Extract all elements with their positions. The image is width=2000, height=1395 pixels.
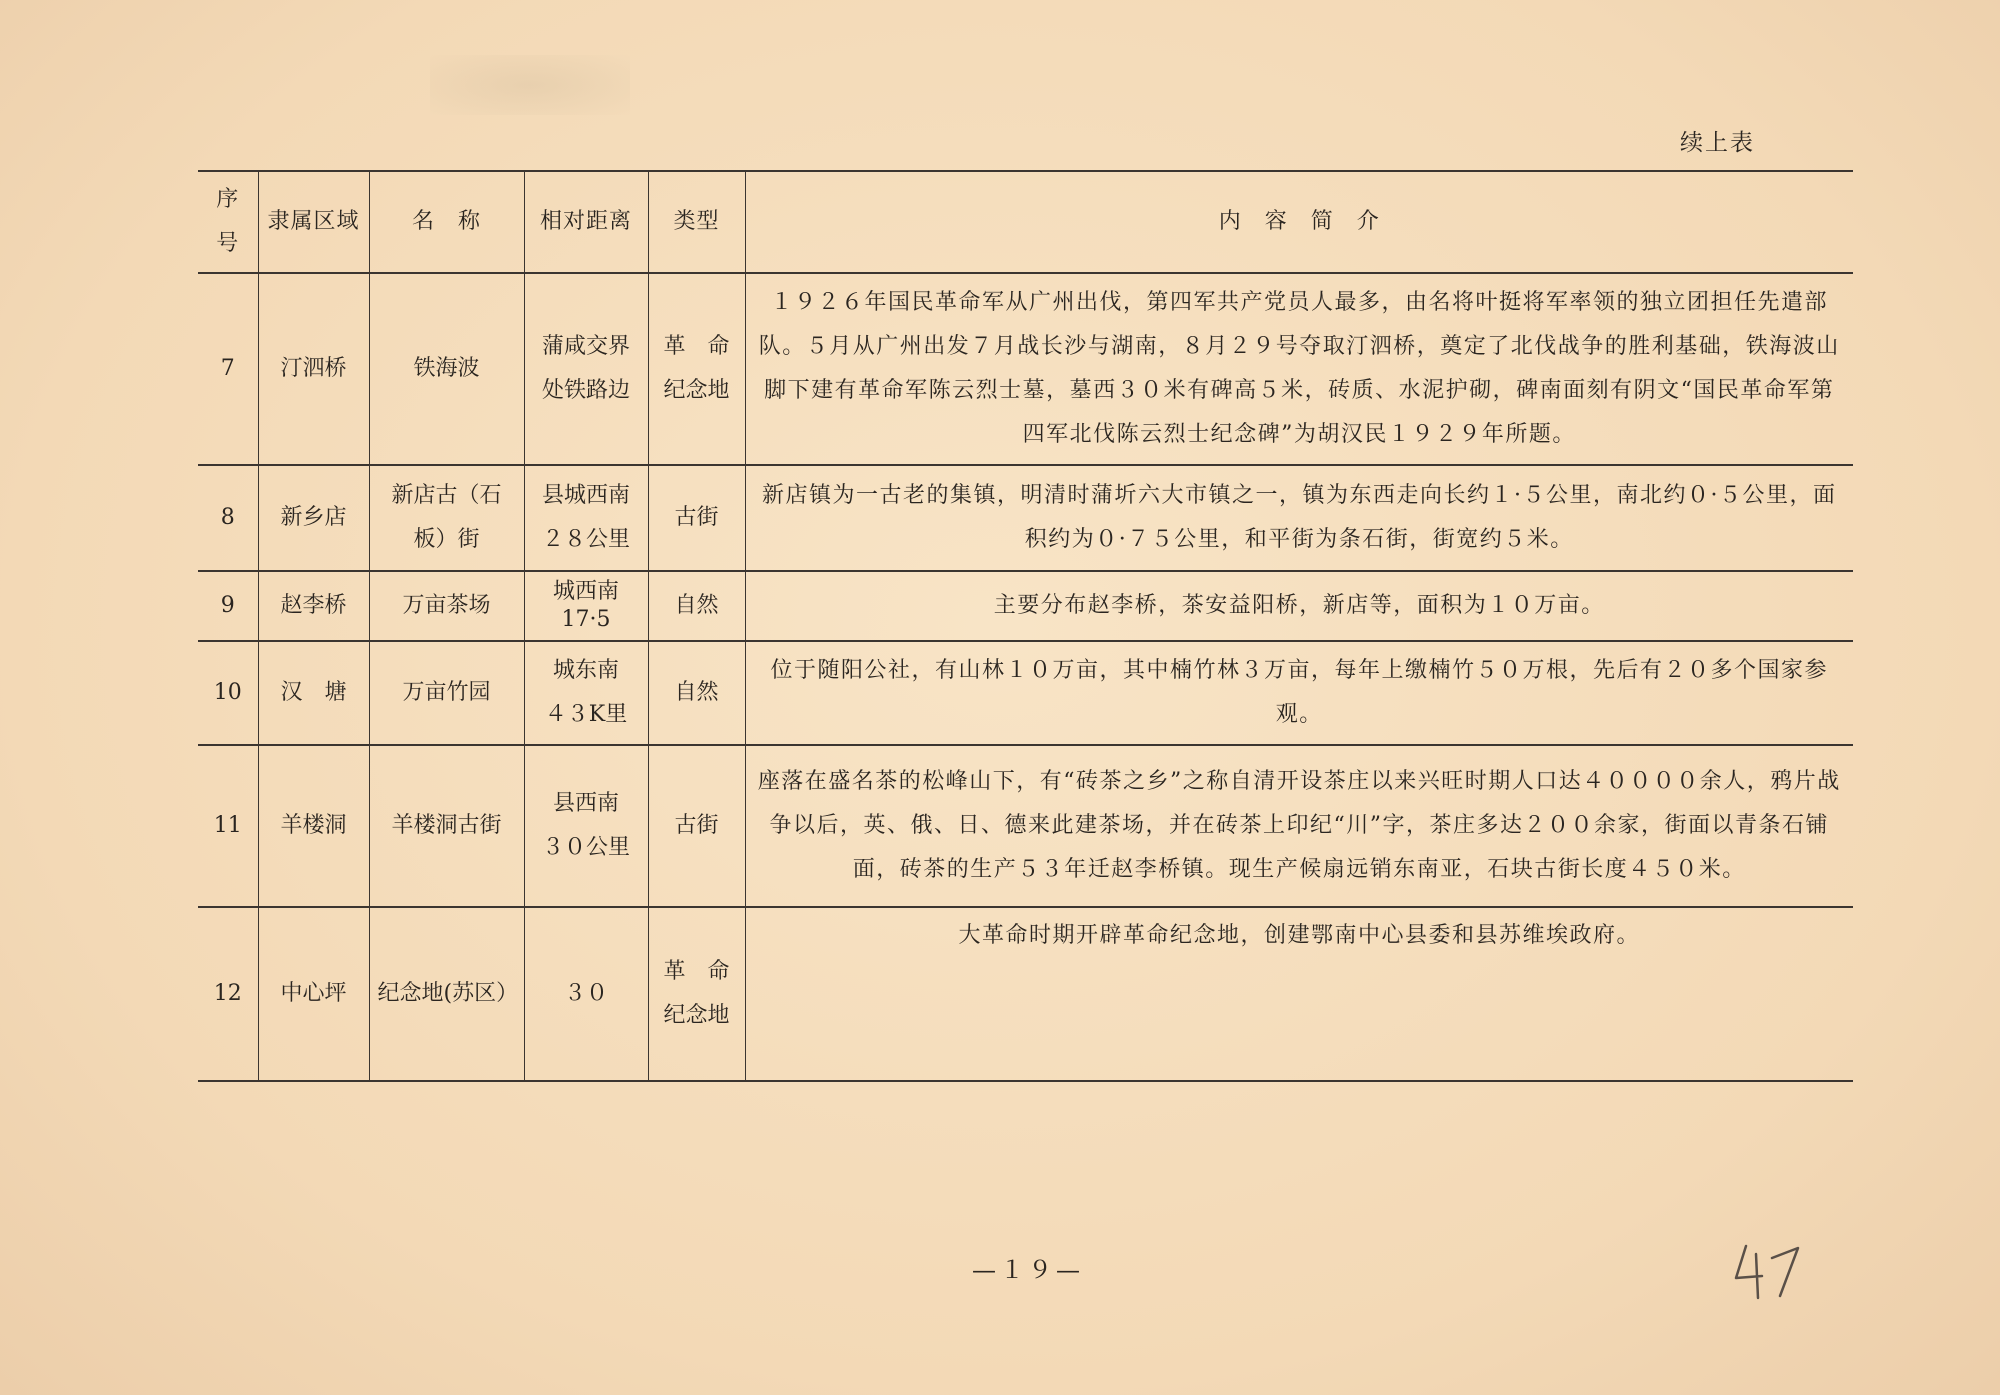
type-line: 纪念地 bbox=[663, 378, 730, 403]
distance-line: 城东南 bbox=[552, 658, 619, 683]
table-row bbox=[198, 571, 1853, 641]
type-line: 纪念地 bbox=[663, 1003, 730, 1028]
cell-content: 主要分布赵李桥，茶安益阳桥，新店等，面积为１０万亩。 bbox=[745, 571, 1853, 641]
table-header-row bbox=[198, 171, 1853, 273]
handwritten-page-mark bbox=[1728, 1236, 1808, 1306]
distance-line: ３０公里 bbox=[541, 835, 630, 860]
distance-line: 县西南 bbox=[552, 791, 619, 816]
cell-no: 8 bbox=[220, 505, 235, 530]
cell-area: 赵李桥 bbox=[258, 571, 369, 641]
col-header-name: 名 称 bbox=[369, 171, 524, 273]
continued-label: 续上表 bbox=[1680, 130, 1755, 156]
cell-content: 座落在盛名茶的松峰山下，有“砖茶之乡”之称自清开设茶庄以来兴旺时期人口达４００００余人，鸦片战争以后，英、俄、日、德来此建茶场，并在砖茶上印纪“川”字，茶庄多达２００余家，街面以青条石铺面，砖茶的生产５３年迁赵李桥镇。现生产候扇远销东南亚，石块古街长度４５０米。 bbox=[745, 745, 1853, 907]
cell-content: 位于随阳公社，有山林１０万亩，其中楠竹林３万亩，每年上缴楠竹５０万根，先后有２０多个国家参观。 bbox=[745, 641, 1853, 745]
cell-type bbox=[648, 273, 745, 465]
cell-no: 9 bbox=[220, 593, 235, 618]
cell-name: 万亩竹园 bbox=[369, 641, 524, 745]
cell-no: 12 bbox=[213, 981, 242, 1006]
cell-no: 11 bbox=[213, 813, 242, 838]
cell-type bbox=[648, 571, 745, 641]
cell-type bbox=[648, 465, 745, 571]
type-line: 革 命 bbox=[663, 334, 730, 359]
col-header-type: 类型 bbox=[648, 171, 745, 273]
cell-area: 汀泗桥 bbox=[258, 273, 369, 465]
cell-distance bbox=[524, 641, 648, 745]
col-header-content: 内 容 简 介 bbox=[745, 171, 1853, 273]
page-number: —１９— bbox=[972, 1256, 1084, 1284]
type-line: 古街 bbox=[674, 813, 719, 838]
type-line: 革 命 bbox=[663, 959, 730, 984]
table-row bbox=[198, 465, 1853, 571]
cell-content: 大革命时期开辟革命纪念地，创建鄂南中心县委和县苏维埃政府。 bbox=[745, 907, 1853, 1081]
cell-name: 纪念地(苏区） bbox=[369, 907, 524, 1081]
type-line: 自然 bbox=[674, 593, 719, 618]
distance-line: 处铁路边 bbox=[541, 378, 630, 403]
cell-type bbox=[648, 641, 745, 745]
cell-distance bbox=[524, 745, 648, 907]
cell-distance bbox=[524, 907, 648, 1081]
cell-content: 新店镇为一古老的集镇，明清时蒲圻六大市镇之一，镇为东西走向长约１·５公里，南北约０·５公里，面积约为０·７５公里，和平街为条石街，街宽约５米。 bbox=[745, 465, 1853, 571]
distance-line: ２８公里 bbox=[541, 527, 630, 552]
name-line: 板）街 bbox=[413, 527, 480, 552]
col-header-distance: 相对距离 bbox=[524, 171, 648, 273]
table-row bbox=[198, 745, 1853, 907]
cell-name: 铁海波 bbox=[369, 273, 524, 465]
distance-line: 县城西南 bbox=[541, 483, 630, 508]
cell-area: 新乡店 bbox=[258, 465, 369, 571]
cell-content: １９２６年国民革命军从广州出伐，第四军共产党员人最多，由名将叶挺将军率领的独立团担任先遣部队。５月从广州出发７月战长沙与湖南，８月２９号夺取汀泗桥，奠定了北伐战争的胜利基础，铁海波山脚下建有革命军陈云烈士墓，墓西３０米有碑高５米，砖质、水泥护砌，碑南面刻有阴文“国民革命军第四军北伐陈云烈士纪念碑”为胡汉民１９２９年所题。 bbox=[745, 273, 1853, 465]
cell-distance bbox=[524, 571, 648, 641]
paper-stain bbox=[430, 55, 630, 115]
cell-name: 羊楼洞古街 bbox=[369, 745, 524, 907]
table-row bbox=[198, 641, 1853, 745]
cell-no: 10 bbox=[213, 680, 242, 705]
table-row bbox=[198, 907, 1853, 1081]
type-line: 古街 bbox=[674, 505, 719, 530]
cell-type bbox=[648, 745, 745, 907]
cell-area: 中心坪 bbox=[258, 907, 369, 1081]
table-row bbox=[198, 273, 1853, 465]
distance-line: 蒲咸交界 bbox=[541, 334, 630, 359]
cell-area: 汉 塘 bbox=[258, 641, 369, 745]
cell-area: 羊楼洞 bbox=[258, 745, 369, 907]
name-line: 新店古（石 bbox=[391, 483, 502, 508]
distance-line: ３０ bbox=[563, 981, 608, 1006]
cell-distance bbox=[524, 273, 648, 465]
cell-name bbox=[369, 465, 524, 571]
sites-table bbox=[198, 170, 1853, 1082]
cell-type bbox=[648, 907, 745, 1081]
distance-line: 城西南 bbox=[552, 579, 619, 604]
col-header-no: 序号 bbox=[216, 187, 240, 256]
cell-name: 万亩茶场 bbox=[369, 571, 524, 641]
distance-line: ４３K里 bbox=[544, 702, 628, 727]
distance-line: 17·5 bbox=[561, 607, 611, 632]
cell-no: 7 bbox=[220, 356, 235, 381]
col-header-area: 隶属区域 bbox=[258, 171, 369, 273]
cell-distance bbox=[524, 465, 648, 571]
type-line: 自然 bbox=[674, 680, 719, 705]
